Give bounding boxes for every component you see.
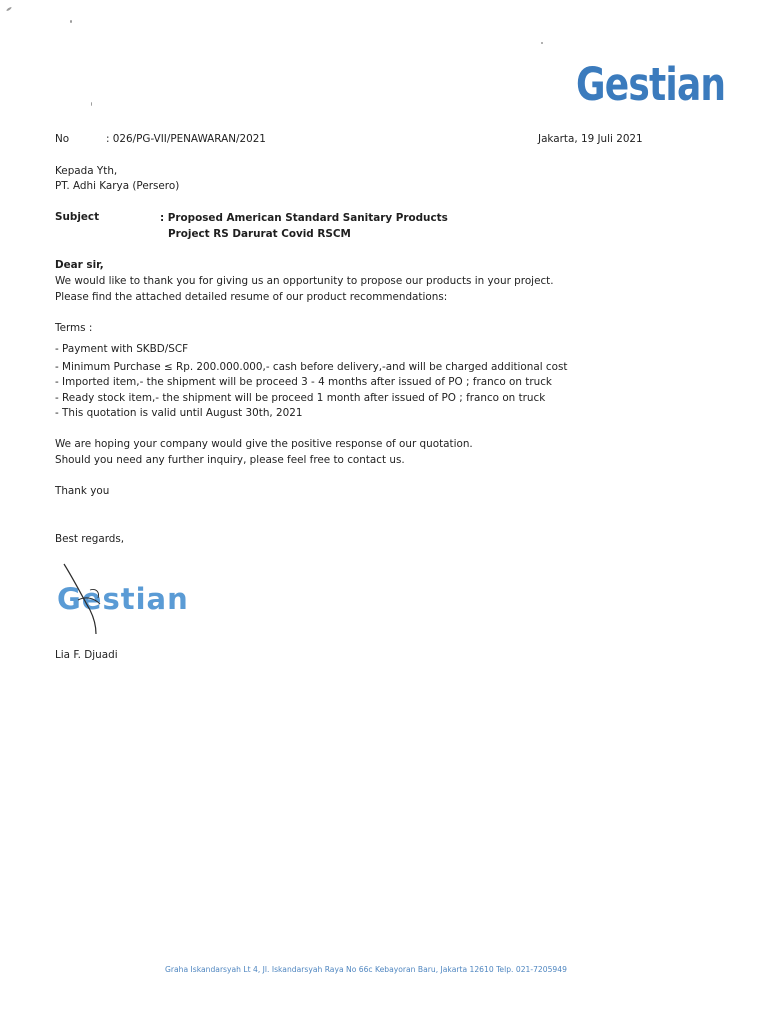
term-item: - Imported item,- the shipment will be proceed 3 - 4 months after issued of PO ; franco on truck (55, 376, 552, 388)
term-item: - Minimum Purchase ≤ Rp. 200.000.000,- cash before delivery,-and will be charged additional cost (55, 361, 568, 373)
recipient-greeting: Kepada Yth, (55, 165, 118, 177)
best-regards: Best regards, (55, 533, 125, 545)
term-item: - Ready stock item,- the shipment will be proceed 1 month after issued of PO ; franco on truck (55, 392, 546, 404)
subject-line-1: : Proposed American Standard Sanitary Products (160, 212, 448, 224)
closing-paragraph-2: Should you need any further inquiry, please feel free to contact us. (55, 454, 405, 466)
subject-label: Subject (55, 211, 100, 223)
salutation: Dear sir, (55, 259, 104, 271)
scan-speck (91, 102, 92, 106)
letterhead-logo: Gestian (576, 58, 726, 111)
reference-number: : 026/PG-VII/PENAWARAN/2021 (106, 133, 266, 145)
subject-line-2: Project RS Darurat Covid RSCM (168, 228, 351, 240)
term-item: - Payment with SKBD/SCF (55, 343, 189, 355)
signature-company-stamp: Gestian (57, 582, 189, 616)
handwritten-signature-icon (60, 560, 120, 640)
recipient-company: PT. Adhi Karya (Persero) (55, 180, 180, 192)
scan-speck (6, 6, 12, 11)
letter-date: Jakarta, 19 Juli 2021 (538, 133, 643, 145)
body-paragraph-1: We would like to thank you for giving us an opportunity to propose our products in your project. (55, 275, 554, 287)
terms-title: Terms : (55, 322, 93, 334)
reference-label: No (55, 133, 70, 145)
scan-speck (70, 20, 72, 23)
thank-you: Thank you (55, 485, 110, 497)
signer-name: Lia F. Djuadi (55, 649, 118, 661)
scan-speck (541, 42, 543, 44)
term-item: - This quotation is valid until August 30th, 2021 (55, 407, 303, 419)
footer-address: Graha Iskandarsyah Lt 4, Jl. Iskandarsyah Raya No 66c Kebayoran Baru, Jakarta 12610 Telp. 021-7205949 (165, 965, 567, 974)
closing-paragraph-1: We are hoping your company would give the positive response of our quotation. (55, 438, 473, 450)
body-paragraph-2: Please find the attached detailed resume of our product recommendations: (55, 291, 448, 303)
